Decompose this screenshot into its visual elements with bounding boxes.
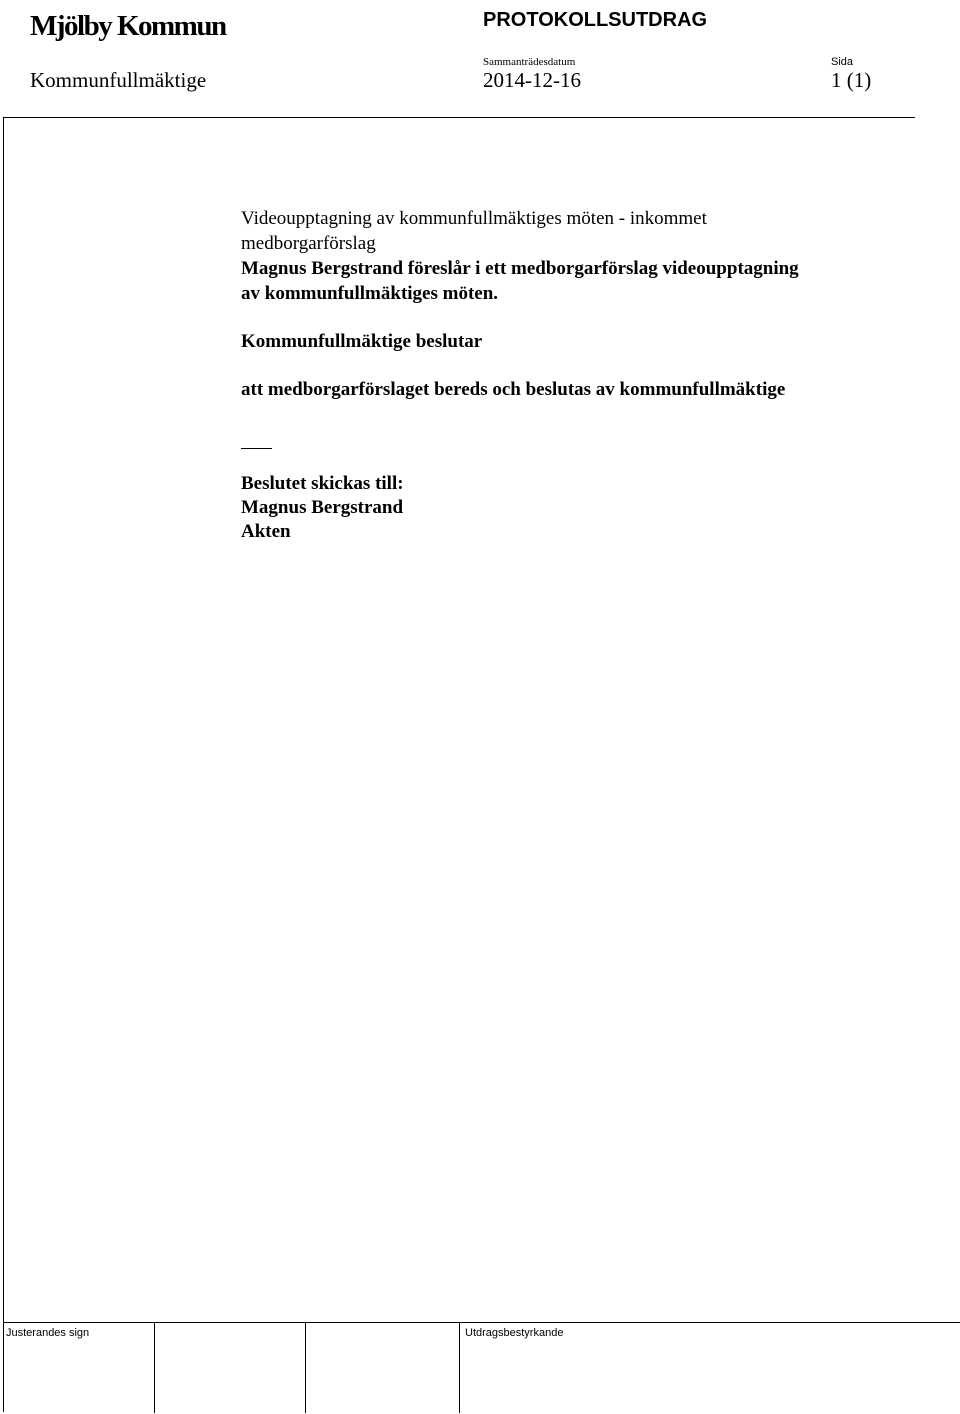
- document-type: PROTOKOLLSUTDRAG: [483, 9, 708, 31]
- page-label: Sida: [831, 56, 854, 68]
- item-proposal-line-1: Magnus Bergstrand föreslår i ett medborgarförslag videoupptagning: [241, 258, 799, 279]
- item-title-line-2: medborgarförslag: [241, 233, 376, 254]
- extract-certifier-label: Utdragsbestyrkande: [465, 1327, 564, 1339]
- distribution-recipient: Magnus Bergstrand: [241, 497, 404, 518]
- distribution-list: [241, 472, 941, 544]
- page-number: 1 (1): [831, 68, 872, 92]
- footer-divider: [3, 1322, 960, 1323]
- footer-cell-divider: [459, 1323, 460, 1413]
- decision-heading: Kommunfullmäktige beslutar: [241, 331, 483, 352]
- meeting-date: 2014-12-16: [483, 68, 581, 92]
- item-title-line-1: Videoupptagning av kommunfullmäktiges möten - inkommet: [241, 208, 707, 229]
- footer-cell-divider: [154, 1323, 155, 1413]
- item-proposal-line-2: av kommunfullmäktiges möten.: [241, 283, 499, 304]
- governing-body: Kommunfullmäktige: [30, 68, 207, 92]
- minutes-content: [241, 206, 941, 544]
- item-proposal: [241, 256, 941, 306]
- frame-left-border: [3, 117, 4, 1412]
- adjuster-sign-label: Justerandes sign: [6, 1327, 90, 1339]
- item-title: [241, 206, 941, 256]
- municipality-name: Mjölby Kommun: [30, 10, 226, 42]
- distribution-recipient: Akten: [241, 521, 291, 542]
- footer-cell-divider: [305, 1323, 306, 1413]
- meeting-date-label: Sammanträdesdatum: [483, 56, 576, 68]
- decision-text: att medborgarförslaget bereds och beslutas av kommunfullmäktige: [241, 379, 786, 400]
- separator-line: [241, 448, 272, 449]
- header-divider: [3, 117, 915, 118]
- distribution-heading: Beslutet skickas till:: [241, 473, 404, 494]
